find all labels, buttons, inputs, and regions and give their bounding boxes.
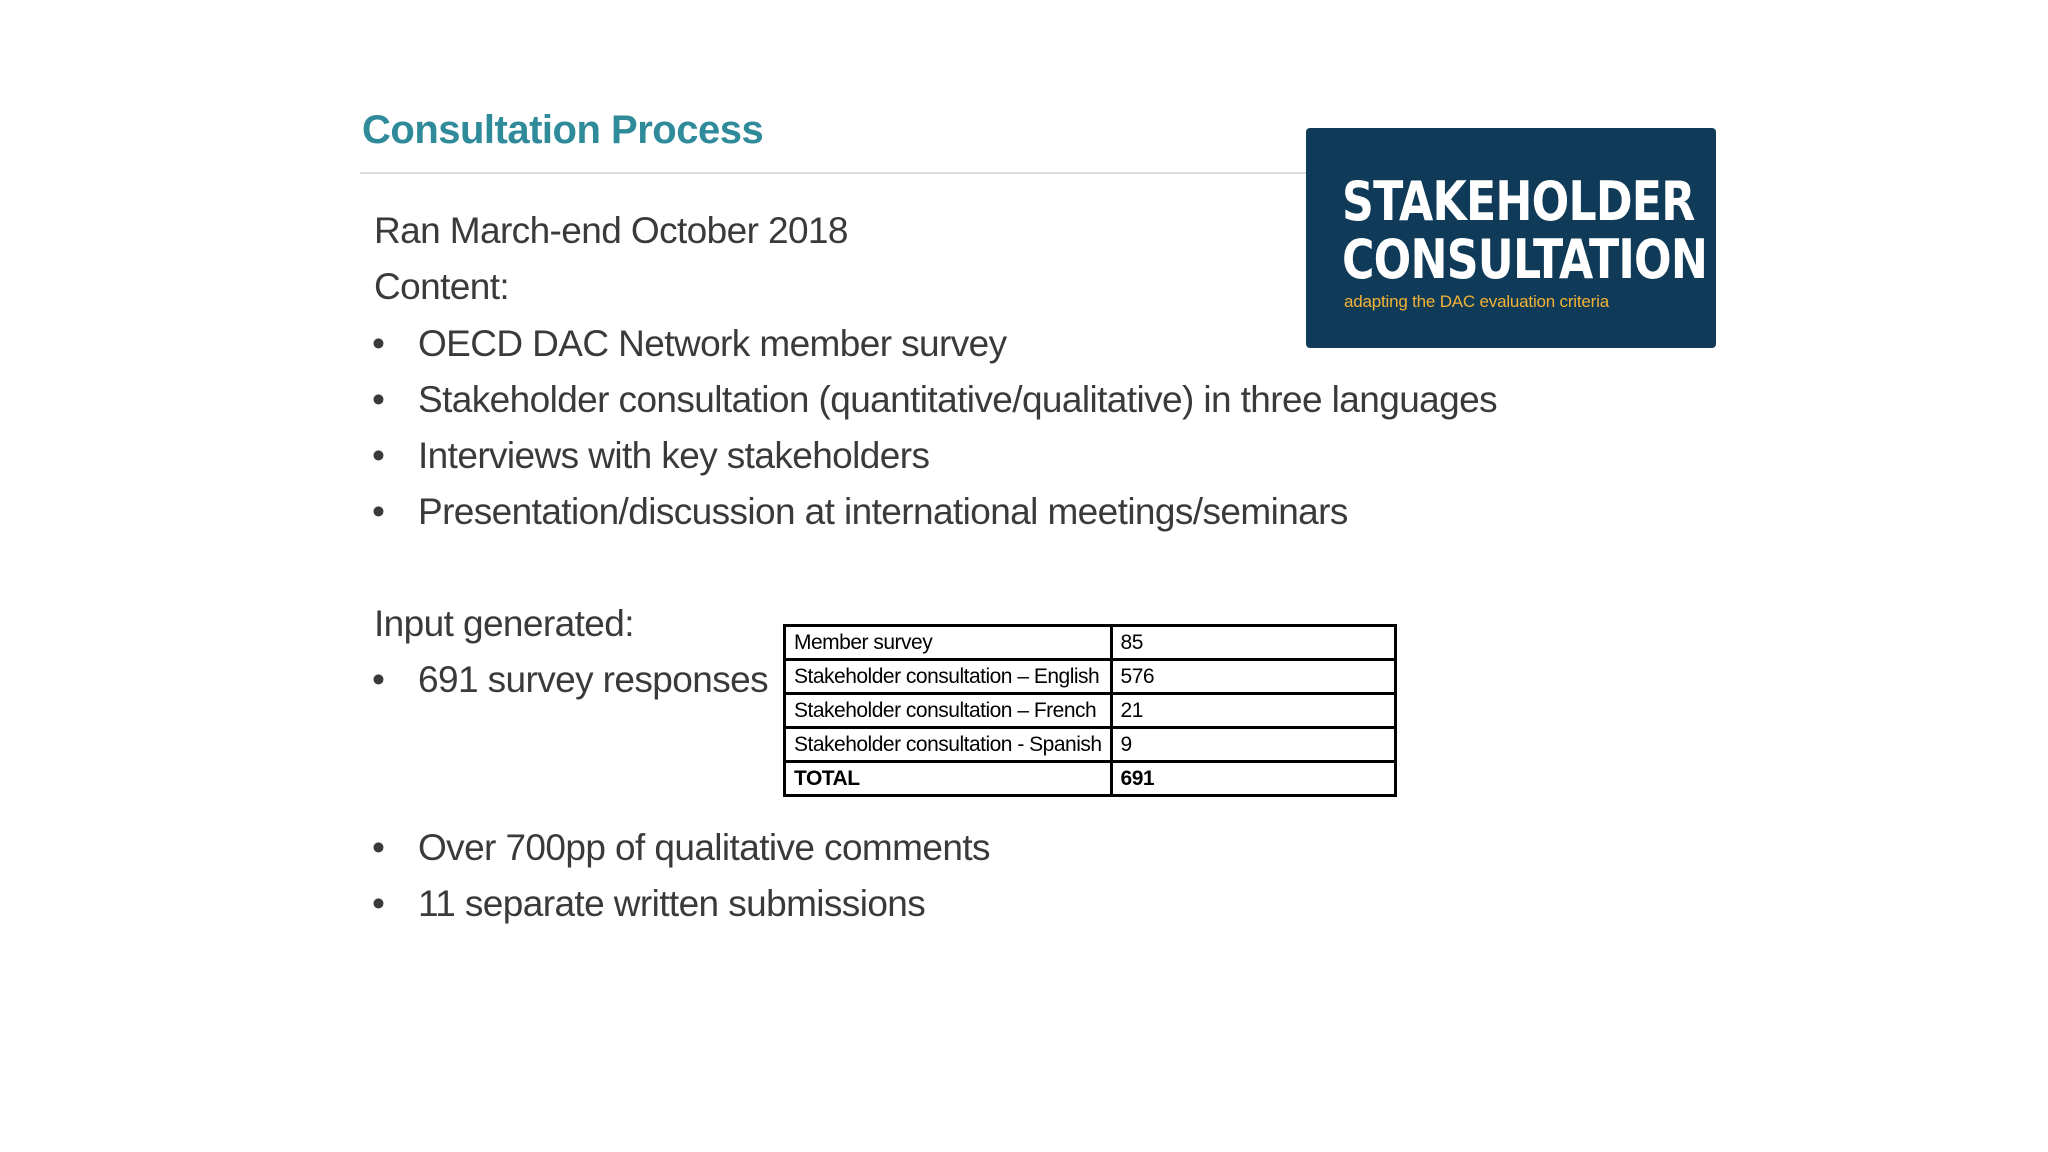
bullet-icon: •	[372, 659, 385, 700]
table-cell-label: Stakeholder consultation - Spanish	[785, 728, 1112, 762]
bullet-icon: •	[372, 323, 385, 364]
bullet-icon: •	[372, 883, 385, 924]
logo-tagline: adapting the DAC evaluation criteria	[1344, 292, 1609, 311]
table-cell-total-value: 691	[1111, 762, 1395, 796]
table-cell-value: 85	[1111, 626, 1395, 660]
list-item-text: 691 survey responses	[418, 659, 768, 700]
content-heading: Content:	[374, 266, 510, 307]
list-item-text: Presentation/discussion at international meetings/seminars	[418, 491, 1348, 532]
stakeholder-consultation-logo	[1306, 128, 1716, 348]
input-heading: Input generated:	[374, 603, 634, 644]
bullet-icon: •	[372, 379, 385, 420]
list-item-text: OECD DAC Network member survey	[418, 323, 1007, 364]
slide-title: Consultation Process	[362, 108, 764, 152]
table-cell-label: Stakeholder consultation – English	[785, 660, 1112, 694]
table-cell-label: Member survey	[785, 626, 1112, 660]
title-divider	[360, 172, 1320, 174]
table-cell-value: 9	[1111, 728, 1395, 762]
table-cell-label: Stakeholder consultation – French	[785, 694, 1112, 728]
table-row	[785, 626, 1396, 660]
list-item-text: 11 separate written submissions	[418, 883, 926, 924]
table-row	[785, 728, 1396, 762]
bullet-icon: •	[372, 435, 385, 476]
logo-line-1: STAKEHOLDER	[1342, 170, 1695, 233]
bullet-icon: •	[372, 491, 385, 532]
table-total-row	[785, 762, 1396, 796]
table-row	[785, 694, 1396, 728]
bullet-icon: •	[372, 827, 385, 868]
table-cell-value: 21	[1111, 694, 1395, 728]
survey-responses-table	[783, 624, 1397, 797]
table-row	[785, 660, 1396, 694]
logo-line-2: CONSULTATION	[1342, 228, 1708, 291]
period-text: Ran March-end October 2018	[374, 210, 848, 251]
table-cell-value: 576	[1111, 660, 1395, 694]
list-item-text: Interviews with key stakeholders	[418, 435, 930, 476]
table-cell-total-label: TOTAL	[785, 762, 1112, 796]
list-item-text: Over 700pp of qualitative comments	[418, 827, 990, 868]
list-item-text: Stakeholder consultation (quantitative/qualitative) in three languages	[418, 379, 1498, 420]
